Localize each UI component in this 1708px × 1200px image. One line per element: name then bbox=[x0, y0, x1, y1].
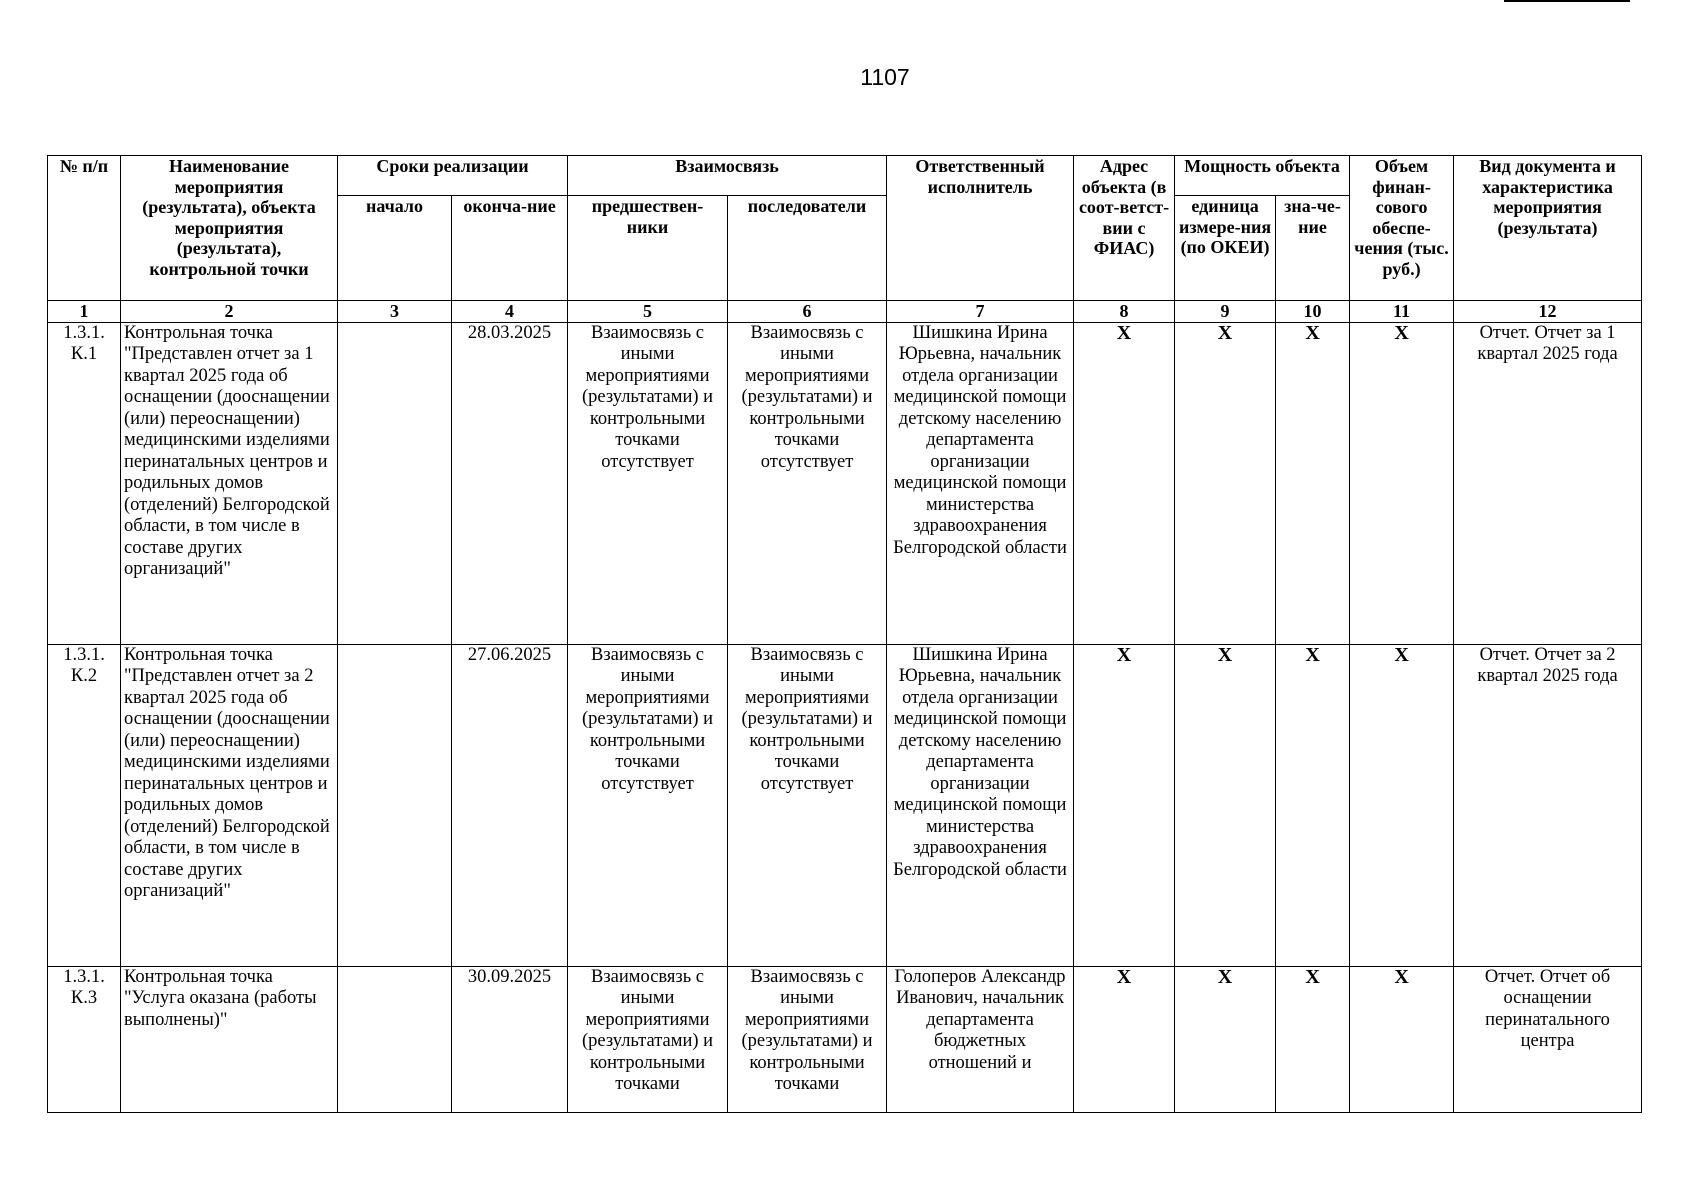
column-number: 7 bbox=[887, 301, 1074, 323]
header-value: зна-че-ние bbox=[1276, 196, 1350, 301]
row-finance: Х bbox=[1350, 322, 1454, 644]
header-responsible: Ответственный исполнитель bbox=[887, 156, 1074, 301]
column-number: 4 bbox=[452, 301, 568, 323]
row-start bbox=[338, 644, 452, 966]
row-index: 1.3.1. К.3 bbox=[48, 966, 121, 1112]
column-number: 1 bbox=[48, 301, 121, 323]
row-finance: Х bbox=[1350, 644, 1454, 966]
row-predecessors: Взаимосвязь с иными мероприятиями (результатами) и контрольными точками bbox=[568, 966, 728, 1112]
header-start: начало bbox=[338, 196, 452, 301]
row-unit: Х bbox=[1175, 322, 1276, 644]
row-start bbox=[338, 322, 452, 644]
column-number: 10 bbox=[1276, 301, 1350, 323]
header-index: № п/п bbox=[48, 156, 121, 301]
row-index: 1.3.1. К.1 bbox=[48, 322, 121, 644]
row-document: Отчет. Отчет за 2 квартал 2025 года bbox=[1454, 644, 1642, 966]
table-row bbox=[48, 644, 1642, 966]
header-group-power: Мощность объекта bbox=[1175, 156, 1350, 196]
row-name: Контрольная точка "Представлен отчет за 1 квартал 2025 года об оснащении (дооснащении (или) переоснащении) медицинскими изделиями перинатальных центров и родильных домов (отделений) Белгородской области, в том числе в составе других организаций" bbox=[121, 322, 338, 644]
row-successors: Взаимосвязь с иными мероприятиями (результатами) и контрольными точками отсутствует bbox=[728, 644, 887, 966]
row-end: 27.06.2025 bbox=[452, 644, 568, 966]
row-successors: Взаимосвязь с иными мероприятиями (результатами) и контрольными точками отсутствует bbox=[728, 322, 887, 644]
column-number: 5 bbox=[568, 301, 728, 323]
row-index: 1.3.1. К.2 bbox=[48, 644, 121, 966]
column-number: 3 bbox=[338, 301, 452, 323]
row-finance: Х bbox=[1350, 966, 1454, 1112]
header-end: оконча-ние bbox=[452, 196, 568, 301]
column-number: 6 bbox=[728, 301, 887, 323]
row-address: Х bbox=[1074, 644, 1175, 966]
header-successors: последователи bbox=[728, 196, 887, 301]
page-number: 1107 bbox=[860, 64, 910, 90]
header-name: Наименование мероприятия (результата), объекта мероприятия (результата), контрольной точки bbox=[121, 156, 338, 301]
row-unit: Х bbox=[1175, 644, 1276, 966]
row-name: Контрольная точка "Представлен отчет за 2 квартал 2025 года об оснащении (дооснащении (или) переоснащении) медицинскими изделиями перинатальных центров и родильных домов (отделений) Белгородской области, в том числе в составе других организаций" bbox=[121, 644, 338, 966]
table-row bbox=[48, 322, 1642, 644]
header-finance: Объем финан-сового обеспе-чения (тыс. руб.) bbox=[1350, 156, 1454, 301]
column-number: 12 bbox=[1454, 301, 1642, 323]
header-unit: единица измере-ния (по ОКЕИ) bbox=[1175, 196, 1276, 301]
row-unit: Х bbox=[1175, 966, 1276, 1112]
row-end: 28.03.2025 bbox=[452, 322, 568, 644]
row-address: Х bbox=[1074, 322, 1175, 644]
header-group-dates: Сроки реализации bbox=[338, 156, 568, 196]
header-predecessors: предшествен-ники bbox=[568, 196, 728, 301]
events-table bbox=[47, 155, 1642, 1113]
row-start bbox=[338, 966, 452, 1112]
top-edge-line bbox=[1504, 0, 1630, 2]
row-address: Х bbox=[1074, 966, 1175, 1112]
table-row bbox=[48, 966, 1642, 1112]
row-responsible: Шишкина Ирина Юрьевна, начальник отдела организации медицинской помощи детскому населению департамента организации медицинской помощи министерства здравоохранения Белгородской области bbox=[887, 322, 1074, 644]
row-successors: Взаимосвязь с иными мероприятиями (результатами) и контрольными точками bbox=[728, 966, 887, 1112]
row-document: Отчет. Отчет за 1 квартал 2025 года bbox=[1454, 322, 1642, 644]
row-name: Контрольная точка "Услуга оказана (работы выполнены)" bbox=[121, 966, 338, 1112]
row-value: Х bbox=[1276, 322, 1350, 644]
header-document: Вид документа и характеристика мероприятия (результата) bbox=[1454, 156, 1642, 301]
header-group-links: Взаимосвязь bbox=[568, 156, 887, 196]
row-predecessors: Взаимосвязь с иными мероприятиями (результатами) и контрольными точками отсутствует bbox=[568, 644, 728, 966]
row-value: Х bbox=[1276, 966, 1350, 1112]
column-number: 8 bbox=[1074, 301, 1175, 323]
column-number: 11 bbox=[1350, 301, 1454, 323]
header-address: Адрес объекта (в соот-ветст-вии с ФИАС) bbox=[1074, 156, 1175, 301]
row-responsible: Шишкина Ирина Юрьевна, начальник отдела организации медицинской помощи детскому населению департамента организации медицинской помощи министерства здравоохранения Белгородской области bbox=[887, 644, 1074, 966]
column-number: 2 bbox=[121, 301, 338, 323]
row-value: Х bbox=[1276, 644, 1350, 966]
row-responsible: Голоперов Александр Иванович, начальник департамента бюджетных отношений и bbox=[887, 966, 1074, 1112]
row-document: Отчет. Отчет об оснащении перинатального центра bbox=[1454, 966, 1642, 1112]
row-end: 30.09.2025 bbox=[452, 966, 568, 1112]
column-number: 9 bbox=[1175, 301, 1276, 323]
row-predecessors: Взаимосвязь с иными мероприятиями (результатами) и контрольными точками отсутствует bbox=[568, 322, 728, 644]
